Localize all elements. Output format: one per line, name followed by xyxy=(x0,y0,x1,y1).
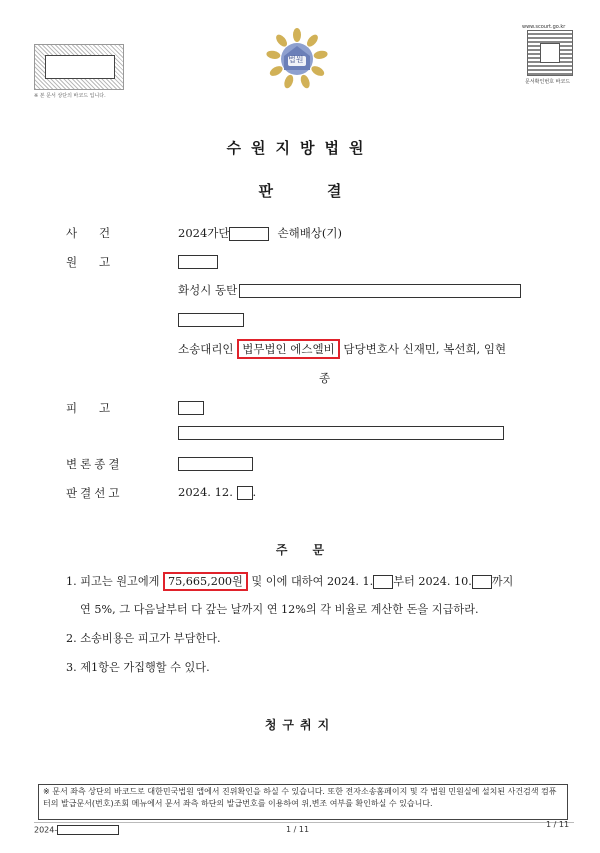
emblem-text: 법원 xyxy=(288,55,304,64)
judgment-date-suffix: . xyxy=(252,485,257,499)
plaintiff-address xyxy=(178,282,521,298)
qr-code xyxy=(527,30,573,76)
plaintiff-extra-redacted xyxy=(178,313,244,327)
order-item-1 xyxy=(66,573,513,589)
hearing-date-redacted xyxy=(178,457,253,471)
footer-divider xyxy=(34,822,574,823)
order-item1-text-b: 및 이에 대하여 2024. 1. xyxy=(247,575,374,588)
order-item1-text-d: 까지 xyxy=(491,575,514,588)
redacted-box xyxy=(45,55,115,79)
redacted-box xyxy=(229,227,269,241)
judgment-date-label: 판결선고 xyxy=(66,486,123,500)
case-label: 사 건 xyxy=(66,226,111,240)
issue-number-prefix: 2024- xyxy=(34,825,58,835)
case-number xyxy=(178,225,342,241)
case-number-prefix: 2024가단 xyxy=(178,226,230,240)
claim-title: 청구취지 xyxy=(264,718,336,732)
redacted-box xyxy=(472,575,492,589)
plaintiff-counsel xyxy=(178,341,506,357)
order-item1-text-a: 1. 피고는 원고에게 xyxy=(66,575,163,588)
case-name: 손해배상(기) xyxy=(277,226,343,240)
counsel-lawyers: 담당변호사 신재민, 복선희, 임현 xyxy=(343,342,507,356)
document-barcode xyxy=(34,44,124,90)
redacted-box xyxy=(237,486,253,500)
defendant-address-redacted xyxy=(178,426,504,440)
counsel-firm: 법무법인 에스엘비 xyxy=(237,339,340,359)
barcode-note: ※ 본 문서 상단의 바코드 입니다. xyxy=(34,93,106,99)
document-type: 판결 xyxy=(258,182,396,200)
order-item-1-line2: 연 5%, 그 다음날부터 다 갚는 날까지 연 12%의 각 비율로 계산한 돈을 지급하라. xyxy=(80,603,479,616)
order-item1-text-c: 부터 2024. 10. xyxy=(393,575,472,588)
order-item-2: 2. 소송비용은 피고가 부담한다. xyxy=(66,632,221,645)
issue-number xyxy=(34,825,119,835)
defendant-name-redacted xyxy=(178,401,204,415)
qr-url: www.scourt.go.kr xyxy=(522,24,566,30)
judgment-date xyxy=(178,485,256,500)
redacted-box xyxy=(373,575,393,589)
court-name: 수원지방법원 xyxy=(226,139,374,157)
plaintiff-label: 원 고 xyxy=(66,255,111,269)
verification-notice: ※ 문서 좌측 상단의 바코드로 대한민국법원 앱에서 진위확인을 하실 수 있습니다. 또한 전자소송홈페이지 및 각 법원 민원실에 설치된 사건검색 컴퓨터의 발급문서(번호)조회 메뉴에서 문서 좌측 하단의 발급번호를 이용하여 위,변조 여부를 확인하실 수 있습니다. xyxy=(38,784,568,820)
qr-label: 문서확인번호 바코드 xyxy=(525,79,571,85)
order-title: 주 문 xyxy=(275,543,325,557)
plaintiff-address-prefix: 화성시 동탄 xyxy=(178,283,238,297)
counsel-label: 소송대리인 xyxy=(178,342,234,356)
order-amount: 75,665,200원 xyxy=(163,572,248,591)
hearing-label: 변론종결 xyxy=(66,457,123,471)
redacted-box xyxy=(57,825,119,835)
page-number-center: 1 / 11 xyxy=(286,825,310,834)
redacted-box xyxy=(540,43,560,63)
court-emblem-icon xyxy=(264,26,330,92)
defendant-label: 피 고 xyxy=(66,401,111,415)
redacted-box xyxy=(239,284,521,298)
page-number-right: 1 / 11 xyxy=(546,820,570,829)
judgment-date-prefix: 2024. 12. xyxy=(178,485,233,499)
order-item-3: 3. 제1항은 가집행할 수 있다. xyxy=(66,661,210,674)
counsel-lawyers-cont: 종 xyxy=(319,371,331,385)
plaintiff-name-redacted xyxy=(178,255,218,269)
